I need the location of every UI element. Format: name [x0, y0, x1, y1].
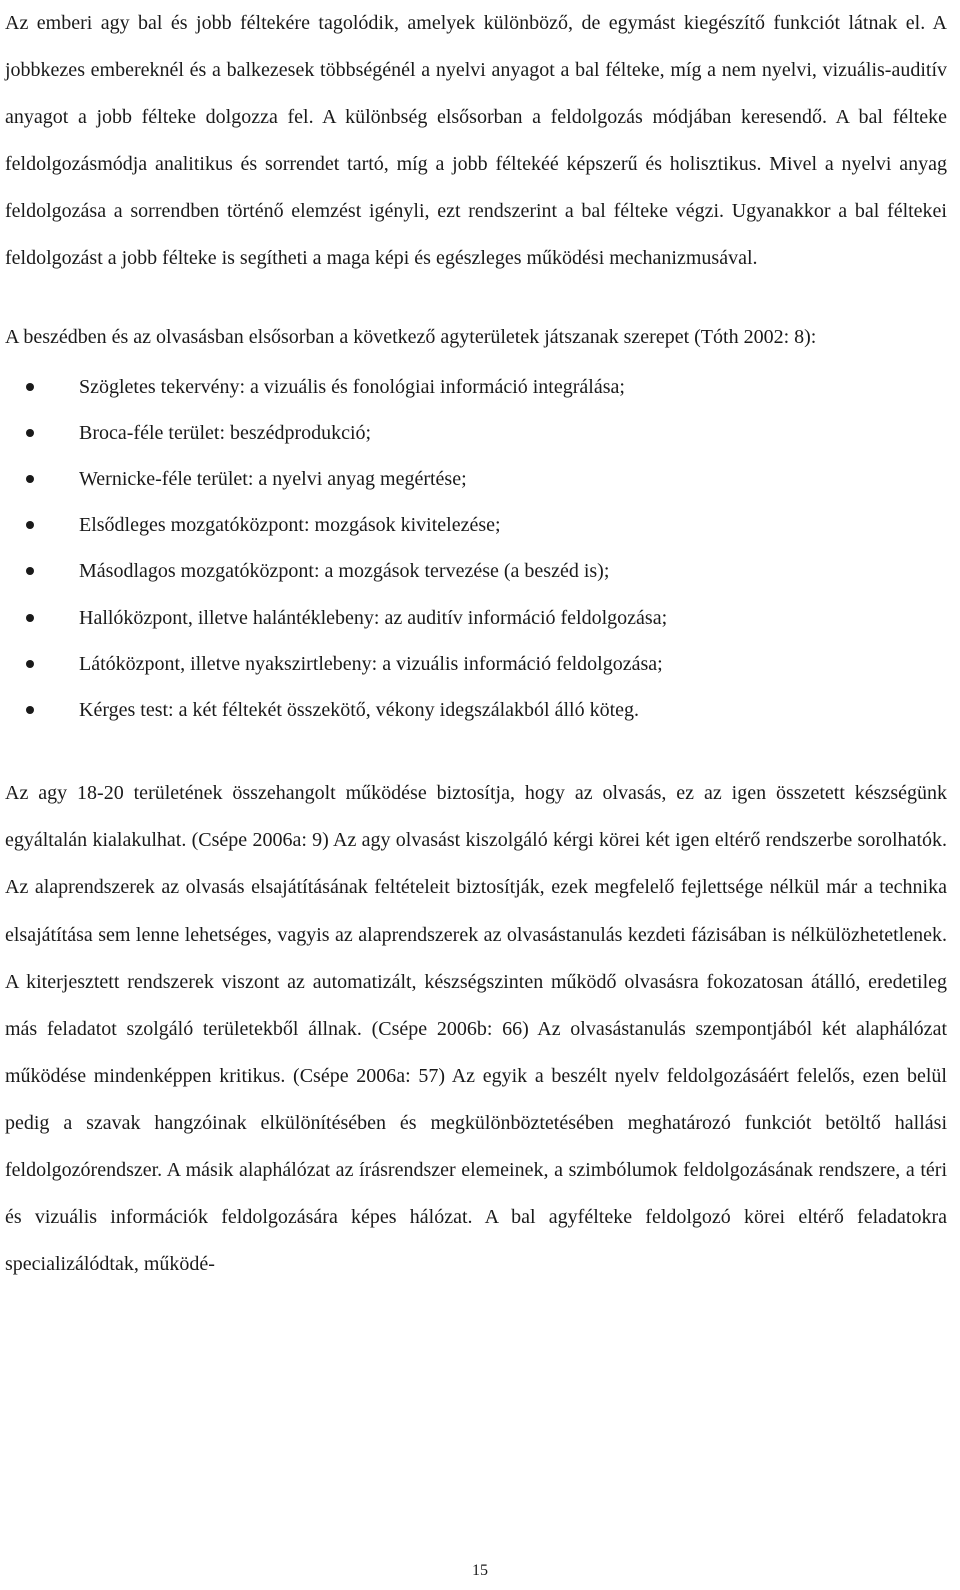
list-item	[5, 595, 947, 641]
document-page	[5, 0, 947, 1288]
bullet-dot-icon	[26, 521, 34, 529]
bullet-dot-icon	[26, 475, 34, 483]
list-item	[5, 456, 947, 502]
list-item	[5, 548, 947, 594]
page-number: 15	[472, 1562, 488, 1579]
bullet-dot-icon	[26, 567, 34, 575]
bullet-dot-icon	[26, 706, 34, 714]
bullet-dot-icon	[26, 660, 34, 668]
bullet-dot-icon	[26, 614, 34, 622]
list-item-text: Elsődleges mozgatóközpont: mozgások kivitelezése;	[79, 514, 501, 537]
list-item	[5, 502, 947, 548]
list-item-text: Látóközpont, illetve nyakszirtlebeny: a vizuális információ feldolgozása;	[79, 652, 663, 675]
list-item	[5, 641, 947, 687]
list-item-text: Másodlagos mozgatóközpont: a mozgások tervezése (a beszéd is);	[79, 560, 610, 583]
bullet-dot-icon	[26, 429, 34, 437]
list-item-text: Wernicke-féle terület: a nyelvi anyag megértése;	[79, 468, 467, 491]
bullet-dot-icon	[26, 383, 34, 391]
brain-areas-list	[5, 364, 947, 734]
paragraph-hemispheres: Az emberi agy bal és jobb féltekére tagolódik, amelyek különböző, de egymást kiegészítő funkciót látnak el. A jobbkezes embereknél és a balkezesek többségénél a nyelvi anyagot a bal félteke, míg a nem nyelvi, vizuális-auditív anyagot a jobb félteke dolgozza fel. A különbség elsősorban a feldolgozás módjában keresendő. A bal félteke feldolgozásmódja analitikus és sorrendet tartó, míg a jobb féltekéé képszerű és holisztikus. Mivel a nyelvi anyag feldolgozása a sorrendben történő elemzést igényli, ezt rendszerint a bal félteke végzi. Ugyanakkor a bal féltekei feldolgozást a jobb félteke is segítheti a maga képi és egészleges működési mechanizmusával.	[5, 12, 947, 270]
list-item	[5, 687, 947, 733]
list-item-text: Broca-féle terület: beszédprodukció;	[79, 421, 372, 444]
list-item-text: Kérges test: a két féltekét összekötő, vékony idegszálakból álló köteg.	[79, 699, 640, 722]
paragraph-brain-areas-intro: A beszédben és az olvasásban elsősorban a következő agyterületek játszanak szerepet (Tóth 2002: 8):	[5, 325, 817, 348]
paragraph-reading-networks: Az agy 18-20 területének összehangolt működése biztosítja, hogy az olvasás, ez az igen összetett készségünk egyáltalán kialakulhat. (Csépe 2006a: 9) Az agy olvasást kiszolgáló kérgi körei két igen eltérő rendszerbe sorolhatók. Az alaprendszerek az olvasás elsajátításának feltételeit biztosítják, ezek megfelelő fejlettsége nélkül már a technika elsajátítása sem lenne lehetséges, vagyis az alaprendszerek az olvasástanulás kezdeti fázisában is nélkülözhetetlenek. A kiterjesztett rendszerek viszont az automatizált, készségszinten működő olvasásra fokozatosan átálló, eredetileg más feladatot szolgáló területekből állnak. (Csépe 2006b: 66) Az olvasástanulás szempontjából két alaphálózat működése mindenképpen kritikus. (Csépe 2006a: 57) Az egyik a beszélt nyelv feldolgozásáért felelős, ezen belül pedig a szavak hangzóinak elkülönítésében és megkülönböztetésében meghatározó funkciót betöltő hallási feldolgozórendszer. A másik alaphálózat az írásrendszer elemeinek, a szimbólumok feldolgozásának rendszere, a téri és vizuális információk feldolgozására képes hálózat. A bal agyfélteke feldolgozó körei eltérő feladatokra specializálódtak, működé-	[5, 782, 947, 1276]
list-item	[5, 364, 947, 410]
list-item-text: Hallóközpont, illetve halántéklebeny: az auditív információ feldolgozása;	[79, 606, 668, 629]
list-item	[5, 410, 947, 456]
list-item-text: Szögletes tekervény: a vizuális és fonológiai információ integrálása;	[79, 375, 625, 398]
